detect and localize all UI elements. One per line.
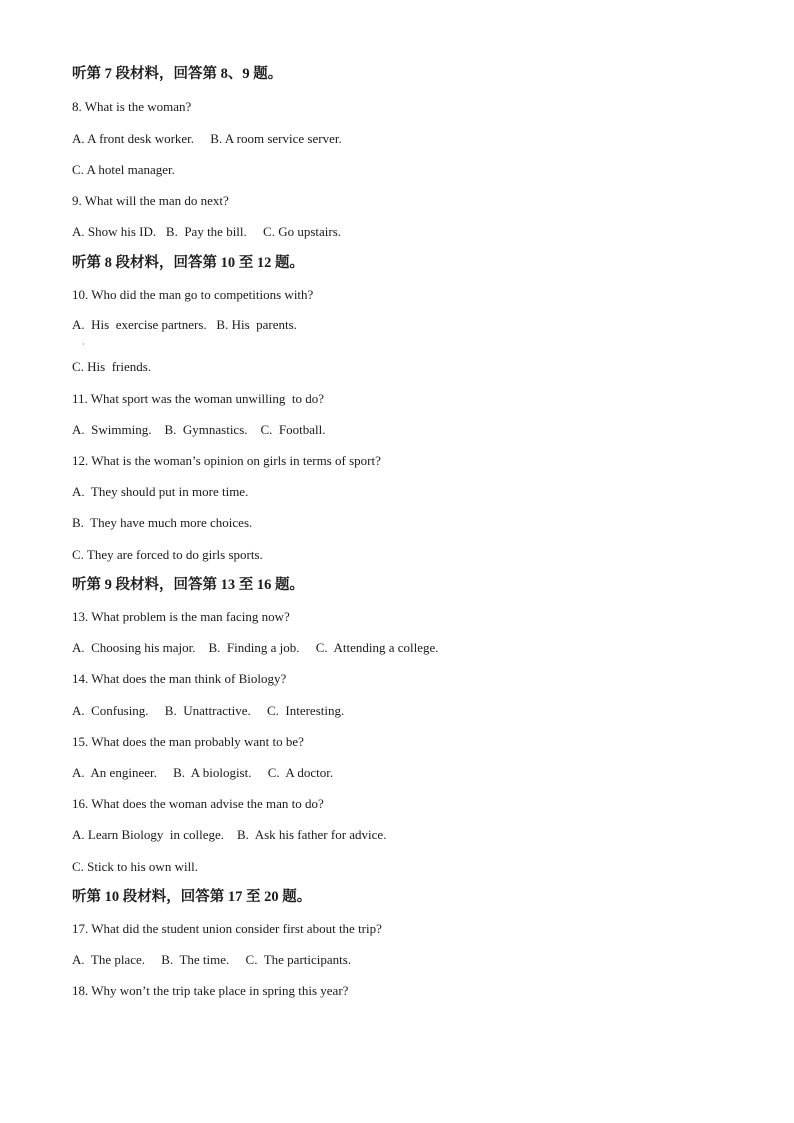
question-15: 15. What does the man probably want to be? [72, 734, 304, 749]
section-heading-8: 听第 8 段材料，回答第 10 至 12 题。 [72, 255, 304, 271]
question-16-options-ab: A. Learn Biology in college. B. Ask his father for advice. [72, 827, 387, 842]
question-14: 14. What does the man think of Biology? [72, 671, 287, 686]
question-14-options: A. Confusing. B. Unattractive. C. Interesting. [72, 703, 345, 718]
question-9: 9. What will the man do next? [72, 193, 229, 208]
question-8-option-c: C. A hotel manager. [72, 162, 175, 177]
question-8-options-ab: A. A front desk worker. B. A room service server. [72, 131, 342, 146]
question-11-options: A. Swimming. B. Gymnastics. C. Football. [72, 422, 326, 437]
question-18: 18. Why won’t the trip take place in spring this year? [72, 983, 349, 998]
section-heading-7: 听第 7 段材料，回答第 8、9 题。 [72, 66, 283, 82]
question-17: 17. What did the student union consider first about the trip? [72, 921, 382, 936]
question-11: 11. What sport was the woman unwilling to do? [72, 391, 325, 406]
question-10-options-ab: A. His exercise partners. B. His parents. [72, 317, 297, 332]
question-12-option-b: B. They have much more choices. [72, 515, 253, 530]
question-13: 13. What problem is the man facing now? [72, 609, 290, 624]
question-15-options: A. An engineer. B. A biologist. C. A doctor. [72, 765, 334, 780]
question-9-options: A. Show his ID. B. Pay the bill. C. Go upstairs. [72, 224, 342, 239]
question-12-option-c: C. They are forced to do girls sports. [72, 547, 263, 562]
question-12-option-a: A. They should put in more time. [72, 484, 249, 499]
stray-mark: · [82, 340, 85, 349]
question-10: 10. Who did the man go to competitions with? [72, 287, 314, 302]
question-16-option-c: C. Stick to his own will. [72, 859, 199, 874]
question-10-option-c: C. His friends. [72, 359, 152, 374]
question-12: 12. What is the woman’s opinion on girls in terms of sport? [72, 453, 381, 468]
question-8: 8. What is the woman? [72, 99, 192, 114]
section-heading-9: 听第 9 段材料，回答第 13 至 16 题。 [72, 577, 304, 593]
question-16: 16. What does the woman advise the man to do? [72, 796, 324, 811]
question-17-options: A. The place. B. The time. C. The participants. [72, 952, 352, 967]
section-heading-10: 听第 10 段材料，回答第 17 至 20 题。 [72, 889, 312, 905]
question-13-options: A. Choosing his major. B. Finding a job. C. Attending a college. [72, 640, 439, 655]
